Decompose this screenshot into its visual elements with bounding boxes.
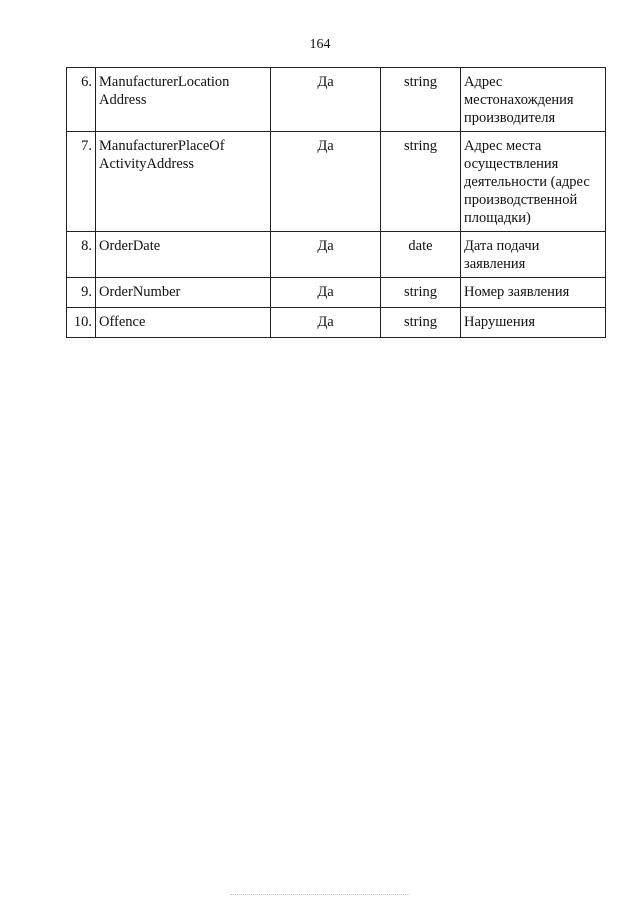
field-description: Нарушения [461, 308, 606, 338]
field-name-line: Offence [99, 314, 146, 330]
field-name-line: OrderDate [99, 238, 161, 254]
field-name-line: ManufacturerLocation [99, 74, 230, 90]
field-name [96, 278, 271, 308]
field-type: string [381, 68, 461, 132]
table-row [67, 68, 606, 132]
page-number: 164 [309, 37, 331, 52]
field-name-line: Address [99, 92, 147, 108]
scan-artifact-line [230, 894, 410, 895]
field-description: Дата подачи заявления [461, 232, 606, 278]
field-name [96, 132, 271, 232]
row-number: 8. [67, 232, 96, 278]
field-required: Да [271, 132, 381, 232]
field-name [96, 232, 271, 278]
field-name-line: ActivityAddress [99, 156, 195, 172]
field-type: date [381, 232, 461, 278]
row-number: 9. [67, 278, 96, 308]
field-required: Да [271, 308, 381, 338]
field-name [96, 308, 271, 338]
field-required: Да [271, 278, 381, 308]
field-type: string [381, 308, 461, 338]
field-description: Номер заявления [461, 278, 606, 308]
field-name [96, 68, 271, 132]
row-number: 7. [67, 132, 96, 232]
field-required: Да [271, 232, 381, 278]
fields-table [66, 67, 606, 338]
field-name-line: ManufacturerPlaceOf [99, 138, 225, 154]
table-row [67, 278, 606, 308]
field-description: Адрес местонахождения производителя [461, 68, 606, 132]
field-description: Адрес места осуществления деятельности (адрес производственной площадки) [461, 132, 606, 232]
field-required: Да [271, 68, 381, 132]
table-row [67, 132, 606, 232]
row-number: 10. [67, 308, 96, 338]
field-type: string [381, 278, 461, 308]
table-row [67, 308, 606, 338]
row-number: 6. [67, 68, 96, 132]
field-name-line: OrderNumber [99, 284, 181, 300]
table-row [67, 232, 606, 278]
field-type: string [381, 132, 461, 232]
